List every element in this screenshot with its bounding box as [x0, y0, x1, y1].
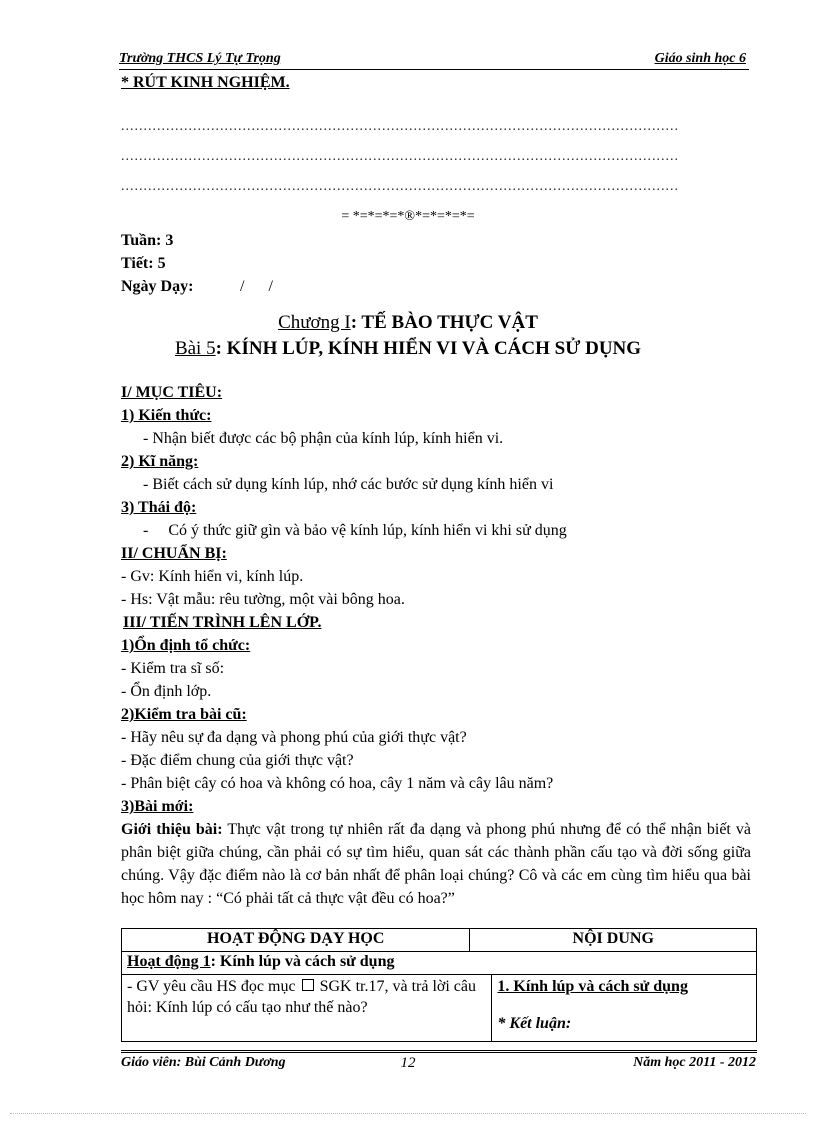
page-number: 12 — [400, 1055, 416, 1071]
dotted-line-1: ............................................................................................................................ — [121, 120, 679, 134]
table-activity-row — [122, 952, 757, 975]
gioi-thieu-text: Thực vật trong tự nhiên rất đa dạng và phong phú nhưng để có thể nhận biết và phân biệt giữa chúng, cần phải có sự tìm hiểu, quan sát các thành phần cấu tạo và đời sống giữa chúng. Vậy đặc điểm nào là cơ bản nhất để phân loại chúng? Cô và các em cùng tìm hiểu qua bài học hôm nay : “Có phải tất cả thực vật đều có hoa?” — [121, 821, 751, 907]
muc-tieu-heading: I/ MỤC TIÊU: — [121, 384, 223, 401]
ngay-day-value: / / — [240, 278, 273, 295]
on-dinh-heading: 1)Ổn định tổ chức: — [121, 637, 251, 654]
gioi-thieu-label: Giới thiệu bài: — [121, 821, 223, 838]
activity-text: : Kính lúp và cách sử dụng — [210, 953, 395, 970]
footer-rule — [121, 1050, 757, 1053]
dotted-line-2: ............................................................................................................................ — [121, 150, 679, 164]
chapter-label: Chương I — [278, 312, 351, 333]
footer-teacher: Giáo viên: Bùi Cảnh Dương — [121, 1055, 286, 1070]
square-icon — [302, 979, 314, 991]
thai-do-text: - Có ý thức giữ gìn và bảo vệ kính lúp, kính hiển vi khi sử dụng — [143, 522, 567, 539]
col-header-activities: HOẠT ĐỘNG DẠY HỌC — [122, 929, 470, 952]
chapter-text: : TẾ BÀO THỰC VẬT — [350, 312, 538, 333]
on-dinh-1: - Kiểm tra sĩ số: — [121, 660, 225, 677]
activity-left-text-a: - GV yêu cầu HS đọc mục — [127, 978, 296, 995]
rut-kinh-nghiem-heading: * RÚT KINH NGHIỆM. — [121, 74, 290, 91]
bai-moi-heading: 3)Bài mới: — [121, 798, 194, 815]
content-heading: 1. Kính lúp và cách sử dụng — [497, 978, 688, 995]
table-header-row — [122, 929, 757, 952]
activity-right-cell — [492, 975, 757, 1042]
page-bottom-dotted-border — [10, 1113, 806, 1114]
content-conclusion: * Kết luận: — [497, 1015, 572, 1032]
on-dinh-2: - Ổn định lớp. — [121, 683, 212, 700]
col-header-content: NỘI DUNG — [470, 929, 757, 952]
activity-label: Hoạt động 1 — [127, 953, 211, 970]
chapter-title — [0, 312, 816, 334]
kiem-tra-3: - Phân biệt cây có hoa và không có hoa, cây 1 năm và cây lâu năm? — [121, 775, 554, 792]
kiem-tra-heading: 2)Kiểm tra bài cũ: — [121, 706, 247, 723]
header-rule — [119, 69, 749, 70]
lesson-text: : KÍNH LÚP, KÍNH HIỂN VI VÀ CÁCH SỬ DỤNG — [215, 338, 642, 359]
lesson-title — [0, 338, 816, 360]
tuan-label: Tuần: 3 — [121, 232, 174, 249]
lesson-label: Bài 5 — [174, 338, 216, 359]
tien-trinh-heading: III/ TIẾN TRÌNH LÊN LỚP. — [123, 614, 322, 631]
chuan-bi-heading: II/ CHUẨN BỊ: — [121, 545, 227, 562]
kien-thuc-text: - Nhận biết được các bộ phận của kính lúp, kính hiển vi. — [143, 430, 504, 447]
activity-left-cell — [122, 975, 492, 1042]
kiem-tra-2: - Đặc điểm chung của giới thực vật? — [121, 752, 354, 769]
ki-nang-text: - Biết cách sử dụng kính lúp, nhớ các bước sử dụng kính hiển vi — [143, 476, 554, 493]
activity-table — [121, 928, 757, 1042]
chuan-bi-gv: - Gv: Kính hiển vi, kính lúp. — [121, 568, 304, 585]
table-row — [122, 975, 757, 1042]
kiem-tra-1: - Hãy nêu sự đa dạng và phong phú của giới thực vật? — [121, 729, 467, 746]
thai-do-heading: 3) Thái độ: — [121, 499, 197, 516]
kien-thuc-heading: 1) Kiến thức: — [121, 407, 212, 424]
header-school: Trường THCS Lý Tự Trọng — [119, 51, 281, 66]
header-subject: Giáo sinh học 6 — [654, 51, 746, 66]
gioi-thieu-paragraph — [121, 818, 751, 910]
ngay-day-label: Ngày Dạy: — [121, 278, 194, 295]
activity-title — [122, 952, 757, 975]
footer-year: Năm học 2011 - 2012 — [633, 1055, 756, 1070]
ki-nang-heading: 2) Kĩ năng: — [121, 453, 199, 470]
separator: = *=*=*=*®*=*=*=*= — [341, 209, 475, 224]
chuan-bi-hs: - Hs: Vật mẫu: rêu tường, một vài bông hoa. — [121, 591, 405, 608]
dotted-line-3: ............................................................................................................................ — [121, 180, 679, 194]
tiet-label: Tiết: 5 — [121, 255, 166, 272]
activity-left-text-b: SGK tr.17, và trả lời câu hỏi: Kính lúp có cấu tạo như thế nào? — [127, 978, 476, 1016]
